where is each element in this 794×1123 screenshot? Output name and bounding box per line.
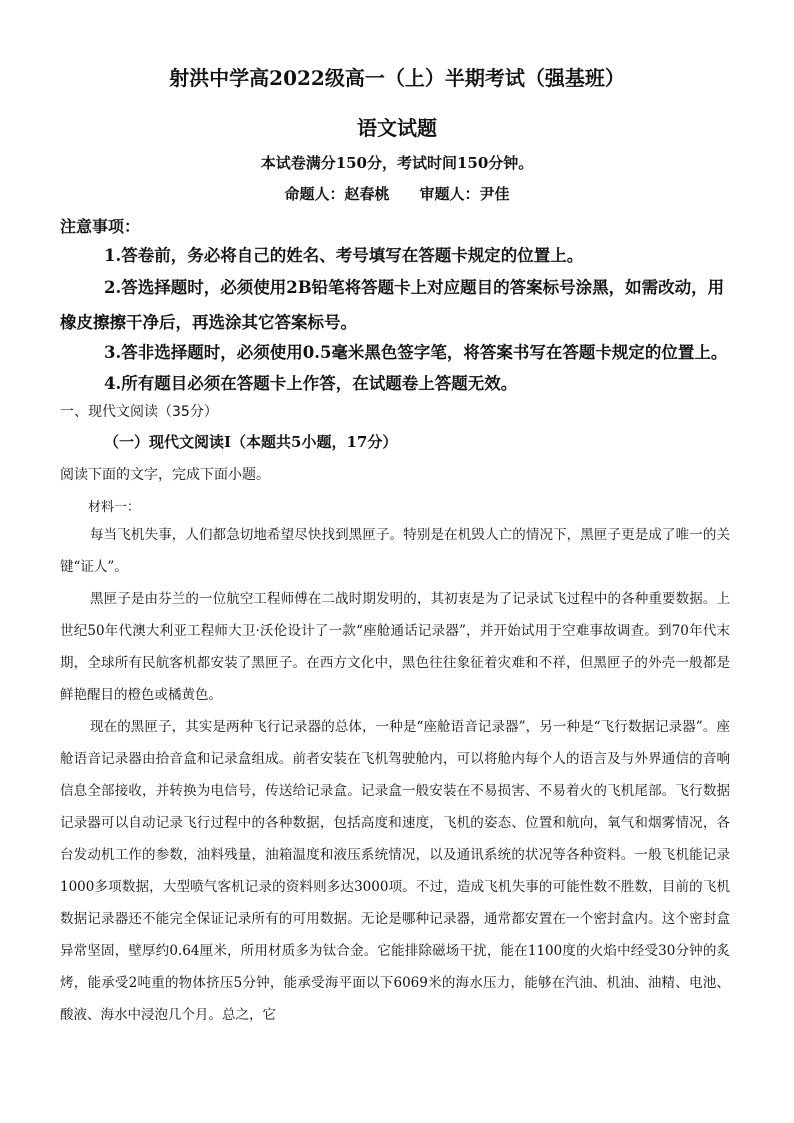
authors-line: 命题人：赵春桃 审题人：尹佳 <box>284 185 510 203</box>
material-label: 材料一： <box>88 500 141 515</box>
notice-item: 2.答选择题时，必须使用2B铅笔将答题卡上对应题目的答案标号涂黑，如需改动，用橡皮擦擦干净后，再选涂其它答案标号。 <box>60 278 725 332</box>
notice-heading: 注意事项： <box>60 217 141 236</box>
subject-title: 语文试题 <box>357 116 437 140</box>
sub-section-heading: （一）现代文阅读Ⅰ（本题共5小题，17分） <box>104 433 398 451</box>
section-heading: 一、现代文阅读（35分） <box>60 404 218 420</box>
notice-item: 3.答非选择题时，必须使用0.5毫米黑色签字笔，将答案书写在答题卡规定的位置上。 <box>104 343 728 362</box>
reading-instruction: 阅读下面的文字，完成下面小题。 <box>60 467 270 483</box>
notice-item: 4.所有题目必须在答题卡上作答，在试题卷上答题无效。 <box>104 374 518 393</box>
exam-title: 射洪中学高2022级高一（上）半期考试（强基班） <box>169 66 625 90</box>
paragraph: 现在的黑匣子，其实是两种飞行记录器的总体，一种是“座舱语音记录器”，另一种是“飞行数据记录器”。座舱语音记录器由拾音盒和记录盒组成。前者安装在飞机驾驶舱内，可以将舱内每个人的语言及与外界通信的音响信息全部接收，并转换为电信号，传送给记录盒。记录盒一般安装在不易损害、不易着火的飞机尾部。飞行数据记录器可以自动记录飞行过程中的各种数据，包括高度和速度，飞机的姿态、位置和航向，氧气和烟雾情况，各台发动机工作的参数，油料残量，油箱温度和液压系统情况，以及通讯系统的状况等各种资料。一般飞机能记录1000多项数据，大型喷气客机记录的资料则多达3000项。不过，造成飞机失事的可能性数不胜数，目前的飞机数据记录器还不能完全保证记录所有的可用数据。无论是哪种记录器，通常都安置在一个密封盒内。这个密封盒异常坚固，壁厚约0.64厘米，所用材质多为钛合金。它能排除磁场干扰，能在1100度的火焰中经受30分钟的炙烤，能承受2吨重的物体挤压5分钟，能承受海平面以下6069米的海水压力，能够在汽油、机油、油精、电池、酸液、海水中浸泡几个月。总之，它 <box>60 719 730 1023</box>
exam-info: 本试卷满分150分，考试时间150分钟。 <box>260 154 534 172</box>
notice-item: 1.答卷前，务必将自己的姓名、考号填写在答题卡规定的位置上。 <box>104 246 584 265</box>
paragraph: 每当飞机失事，人们都急切地希望尽快找到黑匣子。特别是在机毁人亡的情况下，黑匣子更是成了唯一的关键“证人”。 <box>60 527 730 575</box>
paragraph: 黑匣子是由芬兰的一位航空工程师傅在二战时期发明的，其初衷是为了记录试飞过程中的各种重要数据。上世纪50年代澳大利亚工程师大卫·沃伦设计了一款“座舱通话记录器”，并开始试用于空难事故调查。到70年代末期，全球所有民航客机都安装了黑匣子。在西方文化中，黑色往往象征着灾难和不祥，但黑匣子的外壳一般都是鲜艳醒目的橙色或橘黄色。 <box>60 591 730 703</box>
